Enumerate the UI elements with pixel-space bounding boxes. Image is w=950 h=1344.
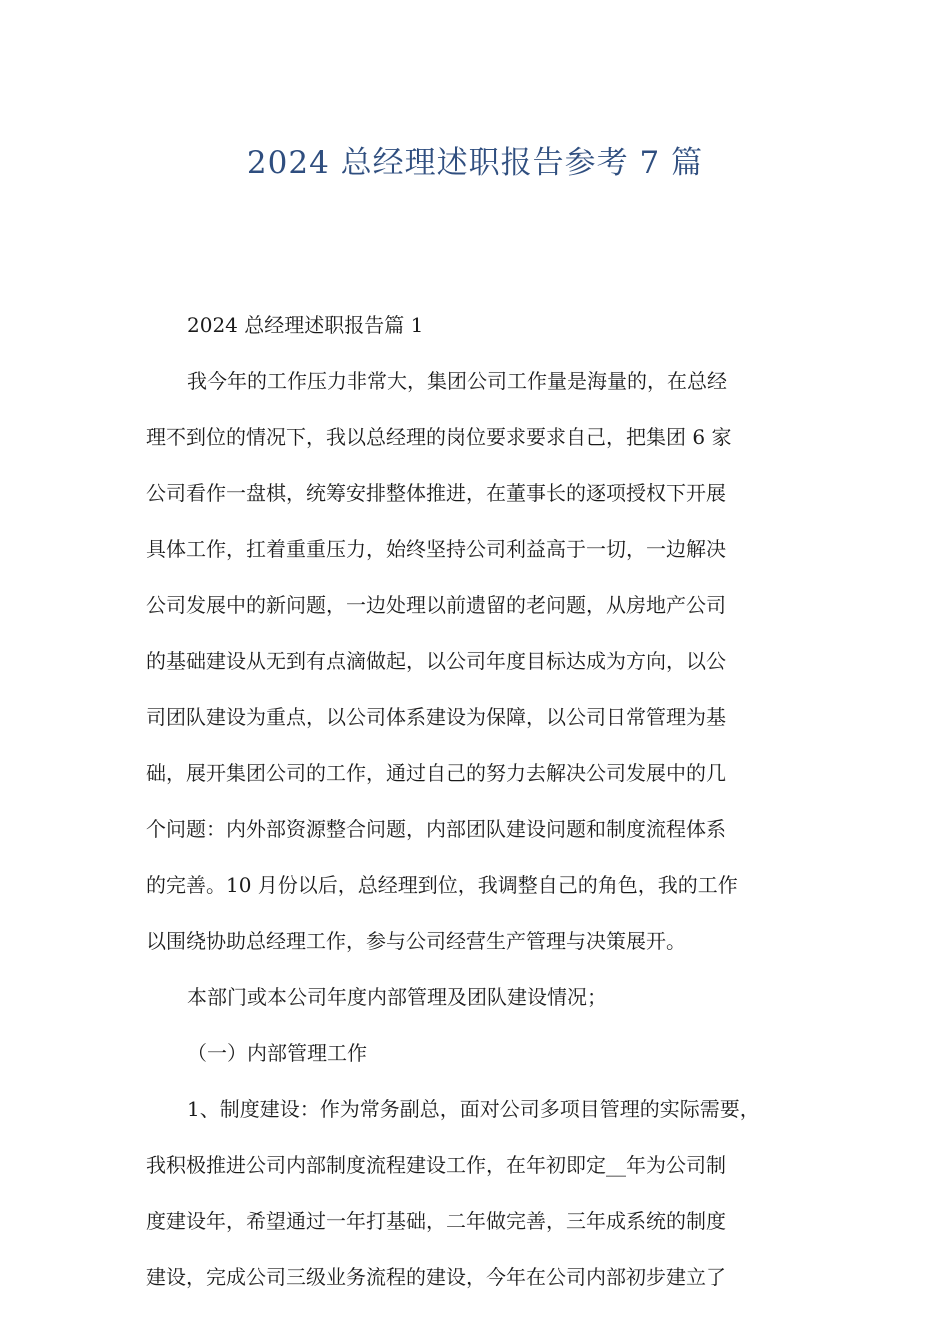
paragraph-1 xyxy=(146,362,806,978)
paragraph-line: 的完善。10 月份以后，总经理到位，我调整自己的角色，我的工作 xyxy=(146,873,738,897)
paragraph-line: 度建设年，希望通过一年打基础，二年做完善，三年成系统的制度 xyxy=(146,1209,726,1233)
paragraph-line: 我今年的工作压力非常大，集团公司工作量是海量的，在总经 xyxy=(187,369,727,393)
paragraph-line: 司团队建设为重点，以公司体系建设为保障，以公司日常管理为基 xyxy=(146,705,726,729)
paragraph-2: 本部门或本公司年度内部管理及团队建设情况； xyxy=(187,985,607,1009)
paragraph-line: 以围绕协助总经理工作，参与公司经营生产管理与决策展开。 xyxy=(146,929,686,953)
paragraph-line: 础，展开集团公司的工作，通过自己的努力去解决公司发展中的几 xyxy=(146,761,726,785)
paragraph-line: 1、制度建设：作为常务副总，面对公司多项目管理的实际需要， xyxy=(187,1097,760,1121)
document-title: 2024 总经理述职报告参考 7 篇 xyxy=(246,145,704,181)
paragraph-line: 具体工作，扛着重重压力，始终坚持公司利益高于一切，一边解决 xyxy=(146,537,726,561)
sub-heading: （一）内部管理工作 xyxy=(187,1041,367,1065)
paragraph-3 xyxy=(146,1090,806,1296)
paragraph-line: 建设，完成公司三级业务流程的建设，今年在公司内部初步建立了 xyxy=(146,1265,726,1289)
paragraph-line: 公司发展中的新问题，一边处理以前遗留的老问题，从房地产公司 xyxy=(146,593,726,617)
paragraph-line: 个问题：内外部资源整合问题，内部团队建设问题和制度流程体系 xyxy=(146,817,726,841)
paragraph-line: 公司看作一盘棋，统筹安排整体推进，在董事长的逐项授权下开展 xyxy=(146,481,726,505)
paragraph-line: 的基础建设从无到有点滴做起，以公司年度目标达成为方向，以公 xyxy=(146,649,726,673)
paragraph-line: 理不到位的情况下，我以总经理的岗位要求要求自己，把集团 6 家 xyxy=(146,425,732,449)
paragraph-line: 我积极推进公司内部制度流程建设工作，在年初即定__年为公司制 xyxy=(146,1153,726,1177)
document-body xyxy=(146,306,806,1296)
section-heading: 2024 总经理述职报告篇 1 xyxy=(187,313,424,337)
